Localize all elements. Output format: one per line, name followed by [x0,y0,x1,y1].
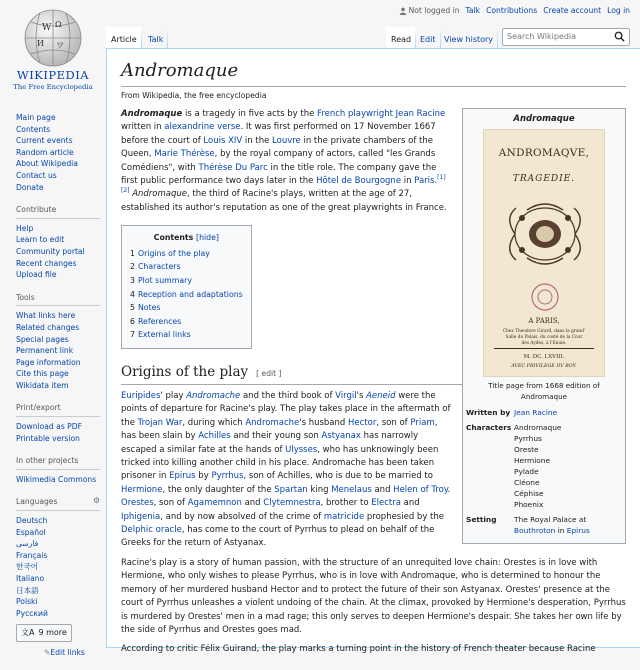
link-astyanax[interactable]: Astyanax [321,431,361,442]
puzzle-globe-icon [22,8,84,68]
character-item: Cléone [514,478,540,487]
sidebar-item-help[interactable]: Help [16,223,34,233]
toc-link[interactable]: Reception and adaptations [137,289,243,299]
setting-text: The Royal Palace at [514,515,587,524]
toc-item[interactable]: 5 Notes [130,303,161,313]
sidebar-item-printable-version[interactable]: Printable version [16,433,80,443]
sidebar-item-learn-to-edit[interactable]: Learn to edit [16,235,65,245]
intro-paragraph: Andromaque is a tragedy in five acts by the French playwright Jean Racine written in alexandrine verse. It was first performed on 17 November 1667 before the court of Louis XIV in the Louvre in the private chambers of the Queen, Marie Thérèse, by the royal company of actors, called "les Grands Comédiens", with Thérèse Du Parc in the title role. The company gave the first public performance two days later in the Hôtel de Bourgogne in Paris.[1][2] Andromaque, the third of Racine's plays, written at the age of 27, established its author's reputation as one of the great playwrights in France. [121,109,447,213]
toc-title [130,231,243,245]
sidebar-contribute [16,204,104,281]
sidebar-item-contact[interactable]: Contact us [16,170,57,180]
sidebar-item-download-pdf[interactable]: Download as PDF [16,422,82,432]
link-helen-of-troy[interactable]: Helen of Troy [393,484,448,495]
section-edit-link[interactable]: [ edit ] [256,369,282,378]
sidebar-item-random-article[interactable]: Random article [16,147,74,157]
not-logged-in-status [399,6,460,15]
infobox-row-setting [466,514,622,536]
image-place-text: A PARIS, [528,317,560,325]
sidebar-item-current-events[interactable]: Current events [16,136,73,146]
link-aeneid[interactable]: Aeneid [366,391,396,401]
tab-edit[interactable]: Edit [415,27,441,48]
bold-title [121,109,182,119]
link-playwright[interactable]: playwright [348,109,393,119]
contribute-heading: Contribute [16,204,100,219]
toc-link[interactable]: Characters [137,262,181,272]
sidebar-languages [16,496,104,658]
lang-japanese[interactable]: 日本語 [16,585,39,595]
link-priam[interactable]: Priam [410,417,435,428]
link-iphigenia[interactable]: Iphigenia [121,511,161,522]
page-title: Andromaque [121,59,626,87]
character-item: Oreste [514,445,539,454]
print-export-heading: Print/export [16,402,100,417]
toc-link[interactable]: References [137,316,182,326]
table-of-contents [121,225,252,349]
image-publisher-line-2: Salle du Palais, du costé de la Cour [505,335,583,340]
more-languages-label: 9 more [38,628,67,638]
lang-russian[interactable]: Русский [16,608,48,618]
wikipedia-logo[interactable] [0,0,106,100]
contributions-link[interactable]: Contributions [486,6,538,15]
link-andromache-play[interactable]: Andromache [186,391,241,401]
toc-hide-toggle[interactable]: [hide] [196,233,219,243]
search-icon[interactable] [614,31,625,42]
sidebar-item-page-information[interactable]: Page information [16,357,81,367]
tab-article[interactable]: Article [106,27,142,48]
link-virgil[interactable]: Virgil [335,391,357,401]
languages-label: Languages [16,497,58,507]
link-agamemnon[interactable]: Agamemnon [187,498,242,509]
search-input[interactable] [502,28,630,46]
setting-label: Setting [466,515,497,524]
toc-link[interactable]: Notes [137,303,161,313]
edit-links [16,647,104,659]
languages-heading [16,496,100,511]
link-achilles[interactable]: Achilles [198,431,231,442]
sidebar-item-wikidata-item[interactable]: Wikidata item [16,380,69,390]
svg-text:И: И [37,39,44,48]
sidebar-navigation [16,112,104,193]
create-account-link[interactable]: Create account [543,6,602,15]
sidebar-item-what-links-here[interactable]: What links here [16,311,76,321]
infobox-row-written-by [466,407,622,418]
site-subtitle: From Wikipedia, the free encyclopedia [121,91,267,100]
sidebar-other-projects [16,455,104,485]
sidebar-item-upload-file[interactable]: Upload file [16,270,57,280]
more-languages-button[interactable] [16,624,72,642]
link-clytemnestra[interactable]: Clytemnestra [263,498,321,509]
lang-italiano[interactable]: Italiano [16,574,45,583]
sidebar-item-permanent-link[interactable]: Permanent link [16,346,74,356]
link-andromache[interactable]: Andromache [245,417,300,428]
link-marie-therese[interactable]: Marie Thérèse [154,149,215,160]
origins-paragraph-1: Euripides' play Andromache and the third book of Virgil's Aeneid were the points of departure for Racine's play. The play takes place in the aftermath of the Trojan War, during which Andromache's husband Hector, son of Priam, has been slain by Achilles and their young son Astyanax has narrowly escaped a similar fate at the hands of Ulysses, who has unknowingly been tricked into killing another child in his place. Andromache has been taken prisoner in Epirus by Pyrrhus, son of Achilles, who is due to be married to Hermione, the only daughter of the Spartan king Menelaus and Helen of Troy. Orestes, son of Agamemnon and Clytemnestra, brother to Electra and Iphigenia, and by now absolved of the crime of matricide prophesied by the Delphic oracle, has come to the court of Pyrrhus to plead on behalf of the Greeks for the return of Astyanax. [121,391,451,549]
link-louvre[interactable]: Louvre [272,135,301,146]
link-hotel-de-bourgogne[interactable]: Hôtel de Bourgogne [316,176,402,187]
bouthroton-link[interactable]: Bouthroton [514,526,556,535]
author-link[interactable]: Jean Racine [514,408,558,417]
toc-item[interactable]: 6 References [130,316,182,326]
link-hector[interactable]: Hector [348,417,377,428]
sidebar-item-wikimedia-commons[interactable]: Wikimedia Commons [16,474,97,484]
toc-link[interactable]: Plot summary [137,276,192,286]
pencil-icon: ✎ [44,647,51,657]
lang-farsi[interactable]: فارسی [16,539,39,549]
toc-item[interactable]: 7 External links [130,330,191,340]
link-orestes[interactable]: Orestes [121,498,154,509]
character-item: Céphise [514,489,544,498]
sidebar [16,112,104,670]
edit-links-link[interactable]: Edit links [50,647,85,657]
gear-icon[interactable]: ⚙ [92,496,100,506]
character-item: Hermione [514,456,551,465]
image-year-text: M. DC. LXVIII. [523,354,565,360]
epirus-link[interactable]: Epirus [566,526,590,535]
toc-item[interactable]: 2 Characters [130,262,181,272]
image-title-text: ANDROMAQVE, [498,147,590,159]
toc-item[interactable]: 4 Reception and adaptations [130,289,243,299]
link-electra[interactable]: Electra [371,498,401,509]
link-louis-xiv[interactable]: Louis XIV [203,135,243,146]
link-ulysses[interactable]: Ulysses [285,444,318,455]
link-trojan-war[interactable]: Trojan War [137,417,183,428]
bold-title-text: Andromaque [121,109,183,119]
translate-icon: 文A [21,628,35,638]
link-french[interactable]: French [317,109,346,119]
link-paris[interactable]: Paris [414,176,435,187]
sidebar-tools [16,292,104,392]
link-pyrrhus[interactable]: Pyrrhus [211,471,244,482]
toc-item[interactable]: 1 Origins of the play [130,248,210,258]
logo-tagline: The Free Encyclopedia [13,83,93,91]
tab-view-history[interactable]: View history [439,27,498,48]
infobox [462,108,626,544]
character-item: Pylade [514,467,539,476]
sidebar-item-cite-this-page[interactable]: Cite this page [16,369,69,379]
svg-text:W: W [42,23,52,33]
svg-text:ワ: ワ [56,41,64,50]
link-jean-racine[interactable]: Jean Racine [395,109,446,119]
sidebar-print-export [16,402,104,444]
link-euripides[interactable]: Euripides [121,391,161,401]
setting-value [514,514,622,536]
lang-polski[interactable]: Polski [16,597,38,607]
sidebar-item-recent-changes[interactable]: Recent changes [16,258,77,268]
sidebar-item-about[interactable]: About Wikipedia [16,159,78,169]
infobox-row-characters [466,422,622,510]
link-hermione[interactable]: Hermione [121,484,163,495]
image-publisher-line-3: des Aydes, à l'Enuie. [521,341,567,346]
link-alexandrine-verse[interactable]: alexandrine verse [164,122,241,133]
search-placeholder: Search Wikipedia [507,32,577,41]
stamp-icon [530,282,560,312]
written-by-label: Written by [466,408,511,417]
ornament-icon [502,198,588,272]
toc-title-label: Contents [153,233,194,243]
link-spartan[interactable]: Spartan [274,484,308,495]
lang-deutsch[interactable]: Deutsch [16,516,48,526]
wordmark: WIKIPEDIA [16,68,90,82]
characters-list [514,422,622,510]
infobox-caption: Title page from 1668 edition of Andromaque [488,381,600,401]
link-menelaus[interactable]: Menelaus [331,484,372,495]
log-in-link[interactable]: Log in [607,6,630,15]
sidebar-item-related-changes[interactable]: Related changes [16,322,80,332]
character-item: Phoenix [514,500,544,509]
other-projects-heading: In other projects [16,455,100,470]
lang-espanol[interactable]: Español [16,527,46,537]
sidebar-item-special-pages[interactable]: Special pages [16,334,69,344]
origins-paragraph-2: Racine's play is a story of human passion, with the structure of an unrequited love chain: Orestes is in love with Hermione, who only wishes to please Pyrrhus, who is in love with Andromaque, who is determined to honour the memory of her murdered husband Hector and to protect the future of their son Astyanax. Orestes' presence at the court of Pyrrhus unleashes a violent undoing of the chain. At the climax, provoked by Hermione's desperation, Pyrrhus is murdered by Orestes' men in a mad rage; this only serves to deepen Hermione's despair. She takes her own life by the side of Pyrrhus and Orestes goes mad. [121,557,626,635]
tab-talk[interactable]: Talk [143,27,168,48]
main-content [106,48,640,655]
not-logged-in-label: Not logged in [408,6,460,15]
toc-link[interactable]: Origins of the play [137,248,210,258]
sidebar-item-donate[interactable]: Donate [16,182,44,192]
image-rule [494,348,594,349]
lang-korean[interactable]: 한국어 [16,562,39,572]
toc-item[interactable]: 3 Plot summary [130,276,192,286]
link-therese-du-parc[interactable]: Thérèse Du Parc [198,162,268,173]
link-matricide[interactable]: matricide [323,511,365,522]
origins-paragraph-3: According to critic Félix Guirand, the play marks a turning point in the history of French theater because Racine [121,644,596,655]
link-epirus[interactable]: Epirus [169,471,196,482]
lang-francais[interactable]: Français [16,550,48,560]
sidebar-item-contents[interactable]: Contents [16,124,51,134]
character-item: Pyrrhus [514,434,542,443]
toc-link[interactable]: External links [137,330,191,340]
user-icon [399,7,407,15]
sidebar-item-main-page[interactable]: Main page [16,113,56,122]
image-subtitle-text: TRAGEDIE. [512,174,576,184]
sidebar-item-community-portal[interactable]: Community portal [16,246,85,256]
tab-read[interactable]: Read [386,27,416,48]
character-item: Andromaque [514,423,562,432]
image-publisher-line-1: Chez Theodore Girard, dans la grand' [502,329,586,334]
article-body [121,108,626,657]
title-page-image[interactable] [483,129,605,377]
setting-mid: in [555,526,567,535]
tools-heading: Tools [16,292,100,307]
talk-link[interactable]: Talk [465,6,481,15]
reference-link[interactable]: [1][2] [121,174,446,195]
infobox-title: Andromaque [513,114,575,124]
image-privilege-text: AVEC PRIVILEGE DV ROY. [511,364,577,369]
link-delphic-oracle[interactable]: Delphic oracle [121,525,182,536]
personal-tools [399,6,630,15]
title-italic: Andromaque [132,189,187,200]
svg-text:Ω: Ω [55,20,62,29]
section-heading-text: Origins of the play [121,364,249,380]
characters-label: Characters [466,423,512,432]
